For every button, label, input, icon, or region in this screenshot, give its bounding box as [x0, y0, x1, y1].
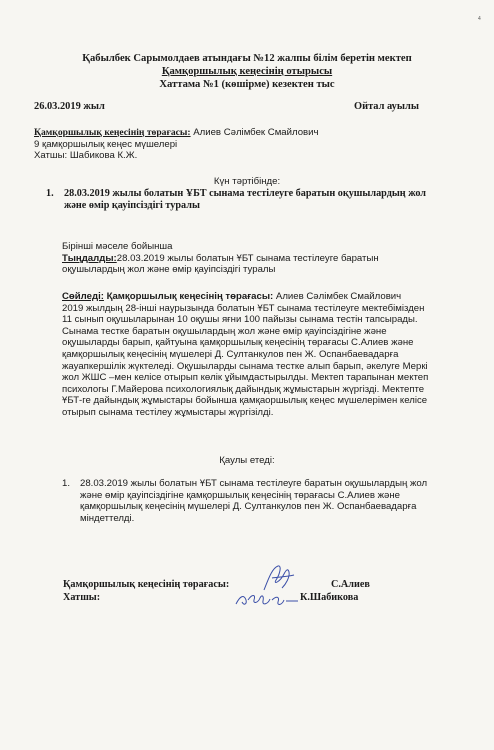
page-mark: 4 — [478, 16, 481, 22]
signature-stroke — [236, 596, 298, 605]
secretary-signature-label: Хатшы: — [63, 592, 101, 603]
speech-chair-label: Қамқоршылық кеңесінің төрағасы: — [103, 291, 274, 302]
agenda-heading: Күн тәртібінде: — [213, 176, 281, 187]
council-name: Қамқоршылық кеңесінің отырысы — [161, 66, 333, 77]
speech-line: ҰБТ-ге дайындық жұмыстары бойынша қамқаоршылық кеңес мүшелерімен келісе — [62, 395, 428, 407]
listened-text-cont: оқушылардың жол және өмір қауіпсіздігі туралы — [62, 264, 276, 276]
participants — [34, 127, 454, 162]
decision-text — [80, 478, 480, 524]
decision-line: және өмір қауіпсіздігіне қамқоршылық кеңесінің төрағасы С.Алиев және — [80, 489, 401, 501]
secretary-line: Хатшы: Шабикова К.Ж. — [34, 150, 138, 162]
chair-signature-name: С.Алиев — [331, 579, 370, 590]
meeting-place: Ойтал ауылы — [354, 101, 419, 112]
decision-line: міндеттелді. — [80, 512, 135, 524]
school-name: Қабылбек Сарымолдаев атындағы №12 жалпы білім беретін мектеп — [82, 53, 412, 64]
speech-line: отырып сынама тестілеу жұмыстары жүргізілді. — [62, 406, 274, 418]
decision-line: қамқоршылық кеңесінің мүшелері Д. Султанкулов пен Ж. Оспанбаевадарға — [80, 501, 417, 513]
speech-label: Сөйледі: — [62, 291, 104, 302]
chair-name: Алиев Сәлімбек Смайлович — [190, 127, 319, 138]
speech-line: жол ЖШС –мен келісе отырып көлік ұйымдастырылды. Мектеп тарапынан мектеп — [62, 372, 429, 384]
speech-line: психологы Г.Майерова психологиялық дайындық жұмыстарын жүргізді. Мектепте — [62, 383, 425, 395]
secretary-signature-name: К.Шабикова — [300, 592, 359, 603]
meeting-date: 26.03.2019 жыл — [34, 101, 105, 112]
agenda-item-line: 28.03.2019 жылы болатын ҰБТ сынама тестілеуге баратын оқушылардың жол — [64, 188, 427, 199]
protocol-title: Хаттама №1 (көшірме) кезектен тыс — [159, 79, 335, 90]
agenda-item — [64, 188, 484, 213]
listened-line — [62, 253, 462, 265]
speech-line: жауапкершілік жүктеледі. Оқушыларды сынама тестке алып барып, әкелуге Меркі — [62, 360, 428, 372]
speech-line: Сынама тестке баратын оқушылардың жол және өмір қауіпсіздігіне және — [62, 325, 387, 337]
listened-label: Тыңдалды: — [62, 252, 117, 264]
chair-line — [34, 127, 454, 139]
secretary-signature-scribble — [232, 586, 302, 612]
decision-number: 1. — [62, 478, 71, 489]
speech — [62, 291, 472, 419]
agenda-item-line: және өмір қауіпсіздігі туралы — [64, 200, 200, 212]
speech-text: Алиев Сәлімбек Смайлович — [273, 291, 402, 302]
speech-line: қамқоршылық кеңесінің мүшелері Д. Султанкулов пен Ж. Оспанбаевадарға — [62, 348, 399, 360]
first-issue-heading: Бірінші мәселе бойынша — [62, 241, 173, 252]
speech-line: 11 сынып оқушыларынан 10 оқушы яғни 100 пайызы сынама тестін тапсырады. — [62, 314, 418, 326]
speech-line: оқушыларды барып, қайтуына қамқоршылық кеңесінің төрағасы С.Алиев және — [62, 337, 414, 349]
listened-text: 28.03.2019 жылы болатын ҰБТ сынама тестілеуге баратын — [116, 252, 379, 264]
agenda-number: 1. — [46, 188, 54, 199]
chair-label: Қамқоршылық кеңесінің төрағасы: — [34, 127, 191, 138]
speech-line: 2019 жылдың 28-інші наурызында болатын ҰБТ сынама тестілеуге мектебімізден — [62, 302, 425, 314]
document-header — [0, 52, 494, 91]
chair-signature-label: Қамқоршылық кеңесінің төрағасы: — [63, 579, 230, 590]
speech-line — [62, 291, 472, 303]
decision-line: 28.03.2019 жылы болатын ҰБТ сынама тестілеуге баратын оқушылардың жол — [80, 478, 428, 489]
first-issue — [62, 241, 462, 276]
decision-heading: Қаулы етеді: — [219, 455, 275, 466]
members-line: 9 қамқоршылық кеңес мүшелері — [34, 138, 178, 150]
